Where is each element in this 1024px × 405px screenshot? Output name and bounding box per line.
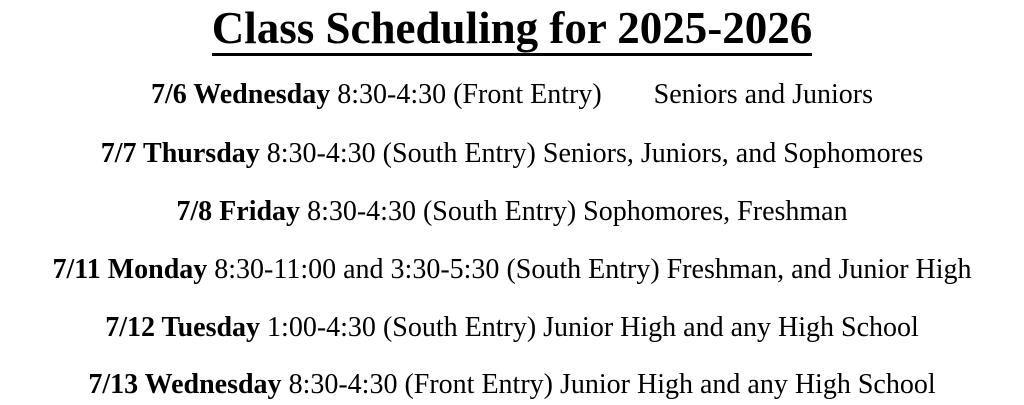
schedule-row-1 [0,78,1024,112]
schedule-groups: Sophomores, Freshman [583,196,848,227]
schedule-row-3 [0,195,1024,229]
schedule-groups: Seniors, Juniors, and Sophomores [542,138,924,169]
schedule-time: 8:30-4:30 [337,79,447,110]
schedule-row-6 [0,368,1024,402]
schedule-entry: (Front Entry) [404,369,553,400]
schedule-row-2 [0,137,1024,171]
schedule-time: 8:30-11:00 and 3:30-5:30 [214,254,500,285]
schedule-row-4 [0,253,1024,287]
schedule-day: 7/8 Friday [176,196,301,227]
schedule-entry: (South Entry) [382,312,537,343]
schedule-groups: Freshman, and Junior High [666,254,972,285]
schedule-day: 7/13 Wednesday [88,369,282,400]
page-title-text: Class Scheduling for 2025-2026 [212,3,813,56]
schedule-entry: (Front Entry) [453,79,602,110]
schedule-groups: Junior High and any High School [543,312,919,343]
page-title [0,2,1024,54]
schedule-day: 7/11 Monday [52,254,208,285]
schedule-time: 8:30-4:30 [266,138,376,169]
schedule-time: 8:30-4:30 [288,369,398,400]
schedule-day: 7/6 Wednesday [151,79,331,110]
schedule-entry: (South Entry) [382,138,536,169]
schedule-time: 8:30-4:30 [307,196,416,227]
schedule-groups: Junior High and any High School [559,369,936,400]
schedule-day: 7/7 Thursday [100,138,260,169]
schedule-row-5 [0,311,1024,345]
schedule-entry: (South Entry) [506,254,660,285]
schedule-groups: Seniors and Juniors [653,79,873,110]
schedule-day: 7/12 Tuesday [105,312,261,343]
schedule-time: 1:00-4:30 [267,312,376,343]
schedule-entry: (South Entry) [422,196,577,227]
